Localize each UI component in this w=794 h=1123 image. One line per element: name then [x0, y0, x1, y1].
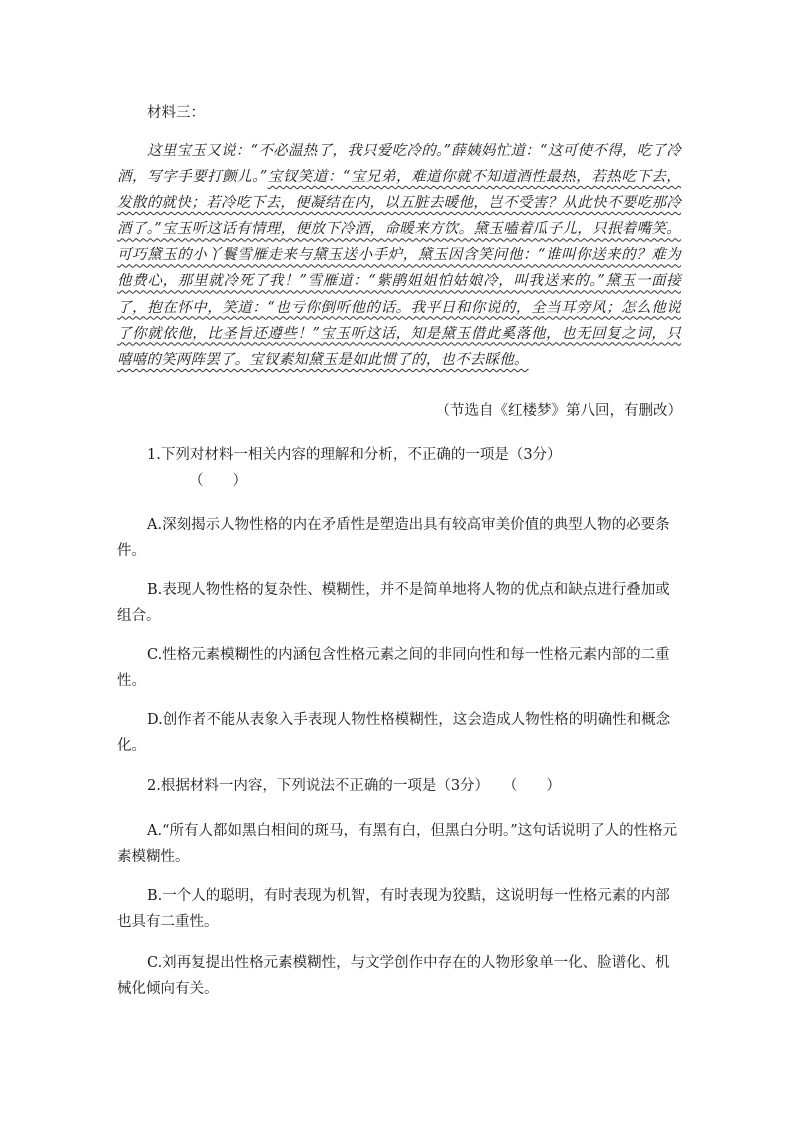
- question-2-option-b: B.一个人的聪明，有时表现为机智，有时表现为狡黠，这说明每一性格元素的内部也具有二重性。: [117, 888, 670, 930]
- question-1-text: 1.下列对材料一相关内容的理解和分析，不正确的一项是（3分）: [147, 447, 562, 463]
- question-2-stem: [117, 773, 681, 799]
- question-2-option-c: C.刘再复提出性格元素模糊性，与文学创作中存在的人物形象单一化、脸谱化、机械化倾向有关。: [117, 955, 670, 997]
- question-2-text: 2.根据材料一内容，下列说法不正确的一项是（3分）: [147, 778, 490, 794]
- passage-source: （节选自《红楼梦》第八回，有删改）: [435, 403, 682, 419]
- question-1-option-b: B.表现人物性格的复杂性、模糊性，并不是简单地将人物的优点和缺点进行叠加或组合。: [117, 582, 670, 624]
- question-1-stem: [117, 442, 681, 494]
- reading-passage: [117, 138, 681, 373]
- question-1-option-a: A.深刻揭示人物性格的内在矛盾性是塑造出具有较高审美价值的典型人物的必要条件。: [117, 517, 670, 559]
- passage-segment-plain: 这里宝玉又说：“不必温热了，我只爱吃冷的。”薛姨妈忙道：“这可使不得，吃了冷酒，写字手要打颤儿。”: [117, 143, 681, 186]
- question-1-answer-bracket: （ ）: [189, 473, 247, 489]
- material-heading: 材料三：: [147, 105, 205, 121]
- question-1-option-d: D.创作者不能从表象入手表现人物性格模糊性，这会造成人物性格的明确性和概念化。: [117, 712, 671, 754]
- question-2-option-a: A.“所有人都如黑白相间的斑马，有黑有白，但黑白分明。”这句话说明了人的性格元素模糊性。: [117, 823, 678, 865]
- passage-segment-wavy-underlined: 宝钗笑道：“宝兄弟，难道你就不知道酒性最热，若热吃下去，发散的就快；若冷吃下去，便凝结在内，以五脏去暖他，岂不受害？从此快不要吃那冷酒了。”宝玉听这话有情理，便放下冷酒，命暖来方饮。黛玉嗑着瓜子儿，只抿着嘴笑。可巧黛玉的小丫鬟雪雁走来与黛玉送小手炉，黛玉因含笑问他：“谁叫你送来的？难为他费心，那里就冷死了我！”雪雁道：“紫鹃姐姐怕姑娘冷，叫我送来的。”黛玉一面接了，抱在怀中，笑道：“也亏你倒听他的话。我平日和你说的，全当耳旁风；怎么他说了你就依他，比圣旨还遵些！”宝玉听这话，知是黛玉借此奚落他，也无回复之词，只嘻嘻的笑两阵罢了。宝钗素知黛玉是如此惯了的，也不去睬他。: [117, 169, 681, 368]
- question-2-answer-bracket: （ ）: [502, 778, 561, 794]
- question-1-option-c: C.性格元素模糊性的内涵包含性格元素之间的非同向性和每一性格元素内部的二重性。: [117, 647, 670, 689]
